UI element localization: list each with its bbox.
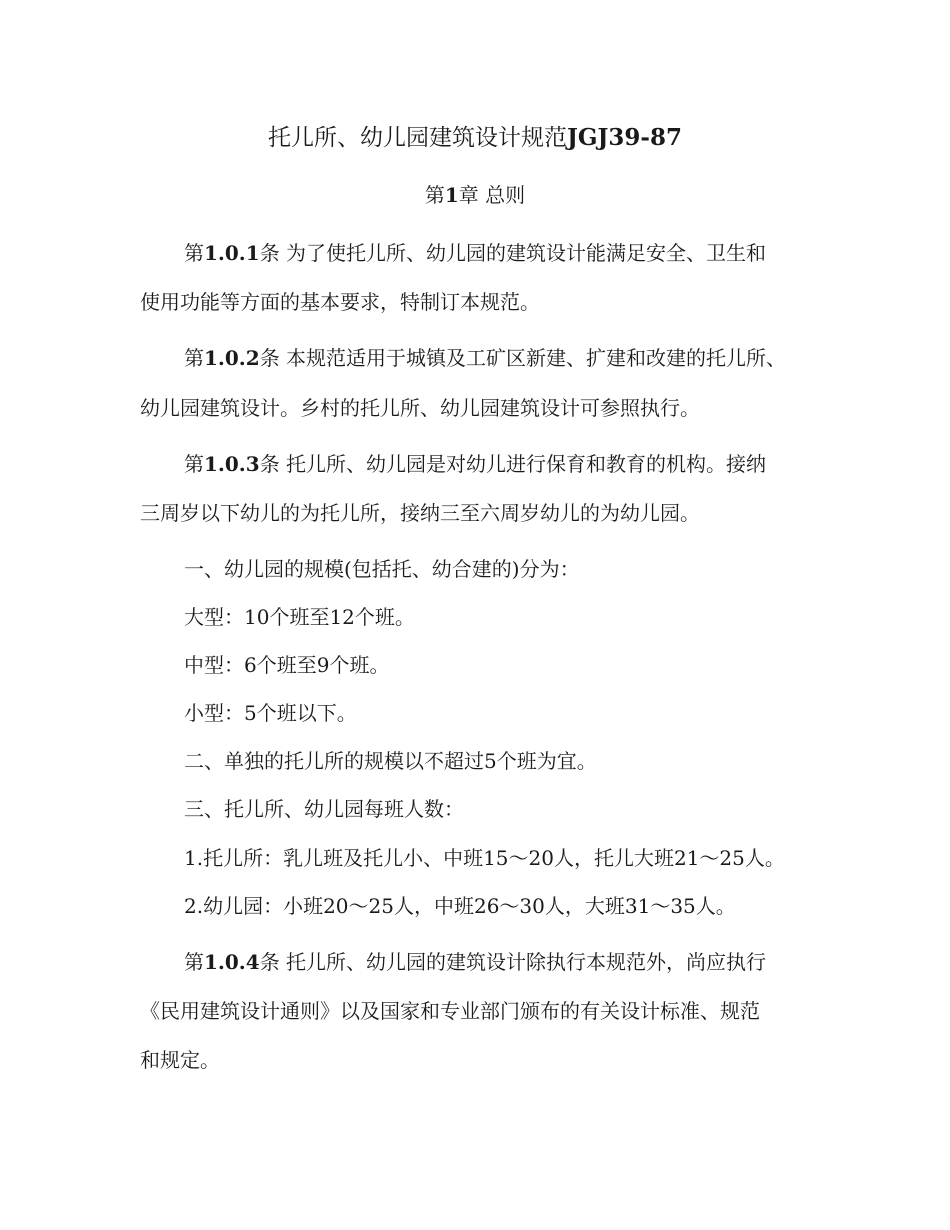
article-text: 条 托儿所、幼儿园是对幼儿进行保育和教育的机构。接纳	[259, 452, 767, 476]
article-1-0-3-lead	[184, 449, 766, 479]
list-item: 一、幼儿园的规模(包括托、幼合建的)分为：	[184, 557, 580, 581]
article-1-0-2-continuation: 幼儿园建筑设计。乡村的托儿所、幼儿园建筑设计可参照执行。	[140, 396, 700, 420]
article-number: 1.0.1	[204, 241, 260, 265]
article-1-0-2-lead	[184, 343, 786, 373]
title-code: JGJ39-87	[567, 124, 682, 151]
chapter-heading	[0, 180, 950, 210]
chapter-prefix: 第	[424, 183, 445, 207]
article-1-0-1-lead	[184, 238, 766, 268]
chapter-number: 1	[444, 183, 459, 207]
list-item: 小型：5个班以下。	[184, 701, 357, 725]
article-1-0-1-continuation: 使用功能等方面的基本要求，特制订本规范。	[140, 290, 540, 314]
article-number: 1.0.4	[204, 950, 260, 974]
article-1-0-3-continuation: 三周岁以下幼儿的为托儿所，接纳三至六周岁幼儿的为幼儿园。	[140, 501, 700, 525]
chapter-suffix: 章 总则	[458, 183, 526, 207]
article-number: 1.0.3	[204, 452, 260, 476]
title-text: 托儿所、幼儿园建筑设计规范	[268, 125, 568, 151]
article-number: 1.0.2	[204, 346, 260, 370]
article-1-0-4-continuation: 和规定。	[140, 1048, 220, 1072]
list-item: 中型：6个班至9个班。	[184, 653, 390, 677]
list-item: 大型：10个班至12个班。	[184, 605, 415, 629]
article-text: 条 托儿所、幼儿园的建筑设计除执行本规范外，尚应执行	[259, 950, 767, 974]
article-1-0-4-lead	[184, 947, 766, 977]
article-prefix: 第	[184, 452, 204, 476]
article-text: 条 本规范适用于城镇及工矿区新建、扩建和改建的托儿所、	[259, 346, 787, 370]
article-prefix: 第	[184, 241, 204, 265]
list-item: 2.幼儿园：小班20～25人，中班26～30人，大班31～35人。	[184, 894, 736, 918]
document-title	[0, 122, 950, 154]
list-item: 1.托儿所：乳儿班及托儿小、中班15～20人，托儿大班21～25人。	[184, 846, 785, 870]
list-item: 三、托儿所、幼儿园每班人数：	[184, 797, 464, 821]
article-prefix: 第	[184, 346, 204, 370]
article-1-0-4-continuation: 《民用建筑设计通则》以及国家和专业部门颁布的有关设计标准、规范	[140, 999, 760, 1023]
list-item: 二、单独的托儿所的规模以不超过5个班为宜。	[184, 749, 597, 773]
article-prefix: 第	[184, 950, 204, 974]
article-text: 条 为了使托儿所、幼儿园的建筑设计能满足安全、卫生和	[259, 241, 767, 265]
